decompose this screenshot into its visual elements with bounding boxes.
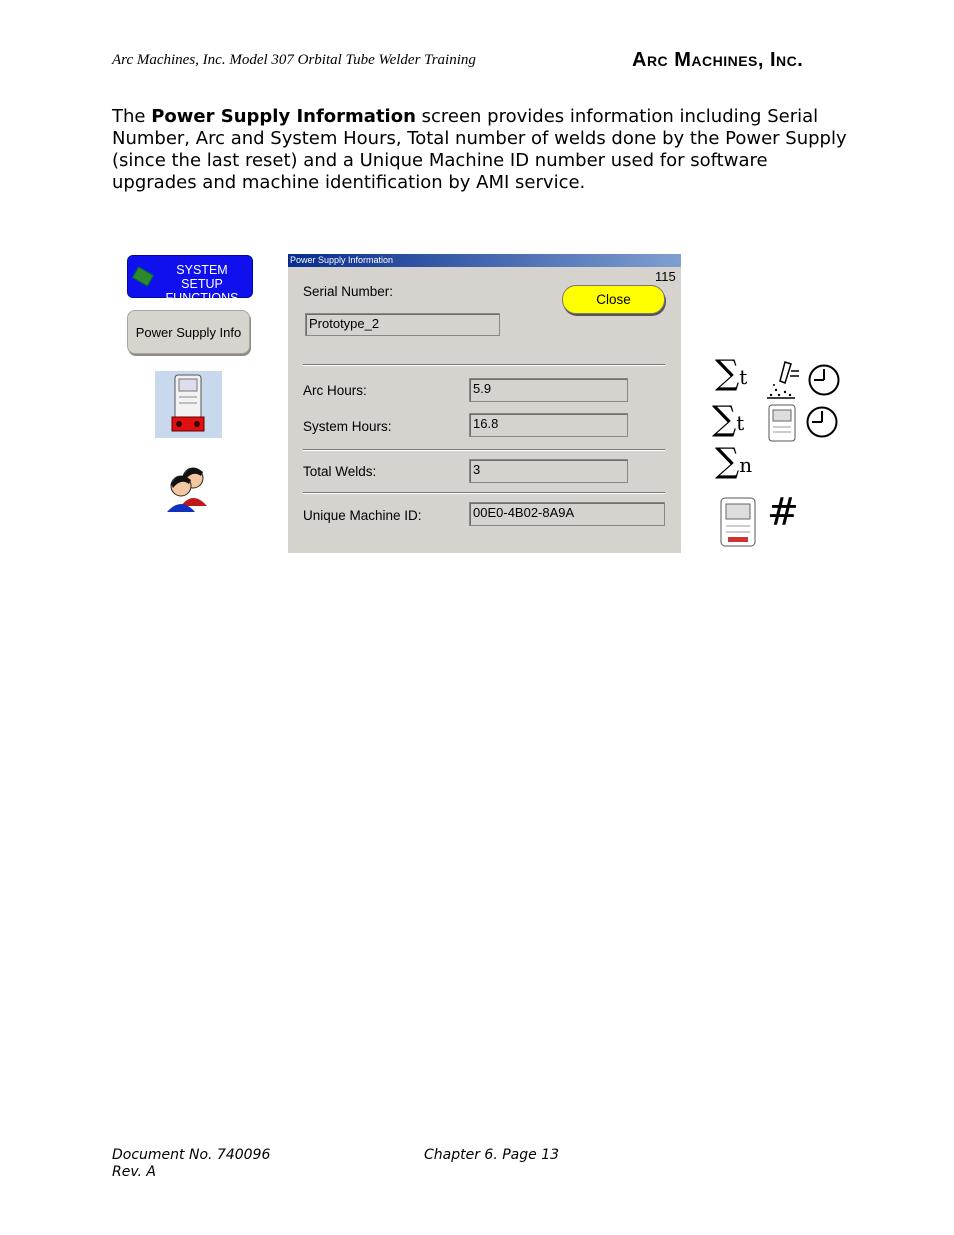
total-welds-label: Total Welds: xyxy=(303,464,377,479)
company-logo-text: Arc Machines, Inc. xyxy=(632,49,804,71)
footer-revision: Rev. A xyxy=(112,1164,156,1180)
clock-icon xyxy=(807,363,841,397)
system-hours-legend xyxy=(712,399,745,439)
sub-t: t xyxy=(739,365,748,389)
arc-hours-field[interactable]: 5.9 xyxy=(469,378,628,402)
sub-n: n xyxy=(739,453,753,477)
arc-hours-label: Arc Hours: xyxy=(303,383,367,398)
serial-number-label: Serial Number: xyxy=(303,284,394,299)
system-hours-label: System Hours: xyxy=(303,419,392,434)
close-button[interactable]: Close xyxy=(562,285,665,314)
users-icon xyxy=(163,462,213,512)
welding-torch-icon xyxy=(765,359,803,399)
unique-machine-id-field[interactable]: 00E0-4B02-8A9A xyxy=(469,502,665,526)
sigma-symbol: ∑ xyxy=(712,399,737,439)
clock-icon xyxy=(805,405,839,439)
sub-t: t xyxy=(736,411,745,435)
dialog-title-bar: Power Supply Information xyxy=(288,254,681,267)
serial-number-field[interactable]: Prototype_2 xyxy=(305,313,500,336)
total-welds-field[interactable]: 3 xyxy=(469,459,628,483)
sigma-symbol: ∑ xyxy=(715,353,740,393)
system-hours-field[interactable]: 16.8 xyxy=(469,413,628,437)
power-supply-info-button[interactable]: Power Supply Info xyxy=(127,310,250,354)
power-supply-information-dialog xyxy=(288,254,681,553)
intro-bold: Power Supply Information xyxy=(151,106,416,127)
intro-prefix: The xyxy=(112,106,152,127)
divider xyxy=(303,364,665,366)
unique-machine-id-label: Unique Machine ID: xyxy=(303,508,422,523)
divider xyxy=(303,449,665,451)
divider xyxy=(303,492,665,494)
circuit-board-icon xyxy=(132,266,154,286)
power-supply-outline-icon xyxy=(767,403,797,443)
total-welds-legend xyxy=(715,441,753,481)
arc-hours-legend xyxy=(715,353,748,393)
corner-number: 115 xyxy=(655,269,676,284)
sigma-symbol: ∑ xyxy=(715,441,740,481)
power-supply-outline-icon xyxy=(718,496,758,548)
header-title: Arc Machines, Inc. Model 307 Orbital Tube Welder Training xyxy=(112,52,476,68)
system-setup-functions-button[interactable] xyxy=(127,255,253,305)
system-setup-label-2: FUNCTIONS xyxy=(165,291,239,305)
machine-id-hash: # xyxy=(767,490,799,534)
footer-chapter-page: Chapter 6. Page 13 xyxy=(424,1147,560,1163)
intro-paragraph xyxy=(112,106,852,194)
footer-doc-number: Document No. 740096 xyxy=(112,1147,271,1163)
intro-rest: screen provides information including Serial Number, Arc and System Hours, Total number of welds done by the Power Supply (since the last reset) and a Unique Machine ID number used for software upgrades and machine identification by AMI service. xyxy=(112,106,847,193)
power-supply-icon xyxy=(155,371,222,438)
system-setup-label-1: SYSTEM SETUP xyxy=(176,263,228,291)
